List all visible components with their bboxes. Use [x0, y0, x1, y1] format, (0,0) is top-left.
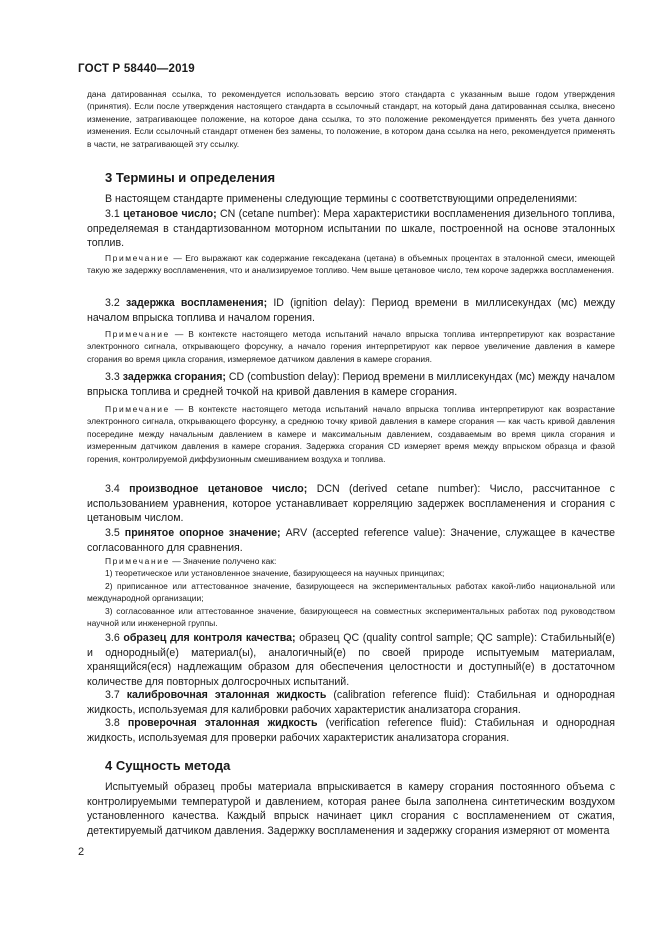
note-label: Примечание: [105, 404, 170, 414]
section-3-lead: В настоящем стандарте применены следующие термины с соответствующими определениями:: [105, 193, 578, 205]
term-3-7: [87, 688, 615, 717]
term-definition: ARV (accepted reference value): Значение, служащее в качестве согласованного для сравнения.: [87, 527, 615, 554]
term-3-3: [87, 370, 615, 399]
note-3-3: [87, 403, 615, 465]
term-3-8: [87, 716, 615, 745]
term-number: 3.2: [105, 297, 120, 309]
term-definition: (calibration reference fluid): Стабильная и однородная жидкость, используемая для калибровки рабочих характеристик анализатора сгорания.: [87, 689, 615, 716]
term-3-4: [87, 482, 615, 526]
term-name: производное цетановое число;: [129, 483, 308, 495]
note-label: Примечание: [105, 253, 170, 263]
term-number: 3.5: [105, 527, 120, 539]
section-4-title: 4 Сущность метода: [105, 758, 231, 773]
term-name: цетановое число;: [123, 208, 217, 220]
term-name: образец для контроля качества;: [123, 632, 296, 644]
term-number: 3.1: [105, 208, 120, 220]
term-number: 3.4: [105, 483, 120, 495]
note-3-5: [87, 555, 615, 629]
note-intro: [87, 555, 615, 567]
section-4-text: Испытуемый образец пробы материала впрыскивается в камеру сгорания постоянного объема с контролируемыми температурой и давлением, которая ранее была заполнена синтетическим воздухом установленного качества. Каждый впрыск начинает цикл сгорания с воспламенением от сжатия, детектируемый датчиком давления. Задержку воспламенения и задержку сгорания измеряют от момента: [87, 781, 615, 837]
note-text: — Значение получено как:: [169, 556, 277, 566]
term-name: калибровочная эталонная жидкость: [126, 689, 327, 701]
note-list-item: 3) согласованное или аттестованное значение, базирующееся на совместных экспериментальных работах под руководством научной или инженерной группы.: [87, 605, 615, 629]
term-name: проверочная эталонная жидкость: [127, 717, 318, 729]
document-header: ГОСТ Р 58440—2019: [78, 63, 195, 75]
term-name: задержка сгорания;: [122, 371, 226, 383]
term-number: 3.8: [105, 717, 120, 729]
term-3-1: [87, 207, 615, 251]
note-list-item: 2) приписанное или аттестованное значение, базирующееся на экспериментальных работах какой-либо национальной или международной организации;: [87, 580, 615, 604]
term-name: принятое опорное значение;: [124, 527, 281, 539]
term-3-2: [87, 296, 615, 325]
term-3-6: [87, 631, 615, 689]
note-label: Примечание: [105, 556, 170, 566]
term-definition: CN (cetane number): Мера характеристики воспламенения дизельного топлива, определяемая в стандартизованном моторном испытании по шкале, построенной на основе эталонных топлив.: [87, 208, 616, 250]
term-name: задержка воспламенения;: [125, 297, 268, 309]
note-text: — В контексте настоящего метода испытаний начало впрыска топлива интерпретируют как возрастание электронного сигнала, открывающего форсунку, а начало горения интерпретируют как первое увеличение давления в камере сгорания во время цикла сгорания, измеряемое датчиком давления в камере сгорания.: [87, 329, 615, 364]
note-list-item: 1) теоретическое или установленное значение, базирующееся на научных принципах;: [105, 568, 445, 579]
term-definition: DCN (derived cetane number): Число, рассчитанное с использованием уравнения, которое устанавливает корреляцию задержек воспламенения и сгорания с цетановым числом.: [87, 483, 615, 525]
intro-paragraph: дана датированная ссылка, то рекомендуется использовать версию этого стандарта с указанным выше годом утверждения (принятия). Если после утверждения настоящего стандарта в ссылочный стандарт, на который дана датированная ссылка, внесено изменение, затрагивающее положение, на которое дана ссылка, то это положение рекомендуется применять без учета данного изменения. Если ссылочный стандарт отменен без замены, то положение, в котором дана ссылка на него, рекомендуется применять в части, не затрагивающей эту ссылку.: [87, 89, 615, 149]
term-number: 3.3: [105, 371, 120, 383]
note-3-1: [87, 252, 615, 277]
term-definition: CD (combustion delay): Период времени в миллисекундах (мс) между началом впрыска топлива и средней точкой на кривой давления в камере сгорания.: [87, 371, 615, 398]
term-3-5: [87, 526, 615, 555]
term-definition: образец QC (quality control sample; QC sample): Стабильный(е) и однородный(е) материал(ы), аналогичный(е) по своей природе испытуемым материалам, хранящийся(еся) надлежащим образом для обеспечения целостности и доступный(е) в достаточном количестве для повторных долгосрочных испытаний.: [87, 632, 615, 688]
term-number: 3.6: [105, 632, 120, 644]
term-definition: (verification reference fluid): Стабильная и однородная жидкость, используемая для проверки рабочих характеристик анализатора сгорания.: [87, 717, 615, 744]
note-text: — В контексте настоящего метода испытаний начало впрыска топлива интерпретируют как возрастание электронного сигнала, открывающего форсунку, а среднюю точку кривой давления в камере сгорания — как часть кривой давления посередине между начальным давлением в камере и максимальным давлением, создаваемым во время цикла сгорания и измеренным датчиком давления в камере сгорания. Задержка сгорания CD измеряет время между впрыском образца и фазой горения, контролируемой диффузионным смешиванием воздуха и топлива.: [87, 404, 615, 464]
term-definition: ID (ignition delay): Период времени в миллисекундах (мс) между началом впрыска топлива и началом горения.: [87, 297, 615, 324]
page-number: 2: [78, 846, 85, 858]
term-number: 3.7: [105, 689, 120, 701]
note-text: — Его выражают как содержание гексадекана (цетана) в объемных процентах в эталонной смеси, имеющей такую же задержку воспламенения, что и анализируемое топливо. Чем выше цетановое число, тем короче задержка воспламенения.: [87, 253, 615, 276]
note-label: Примечание: [105, 329, 170, 339]
section-3-title: 3 Термины и определения: [105, 170, 276, 185]
note-3-2: [87, 328, 615, 365]
